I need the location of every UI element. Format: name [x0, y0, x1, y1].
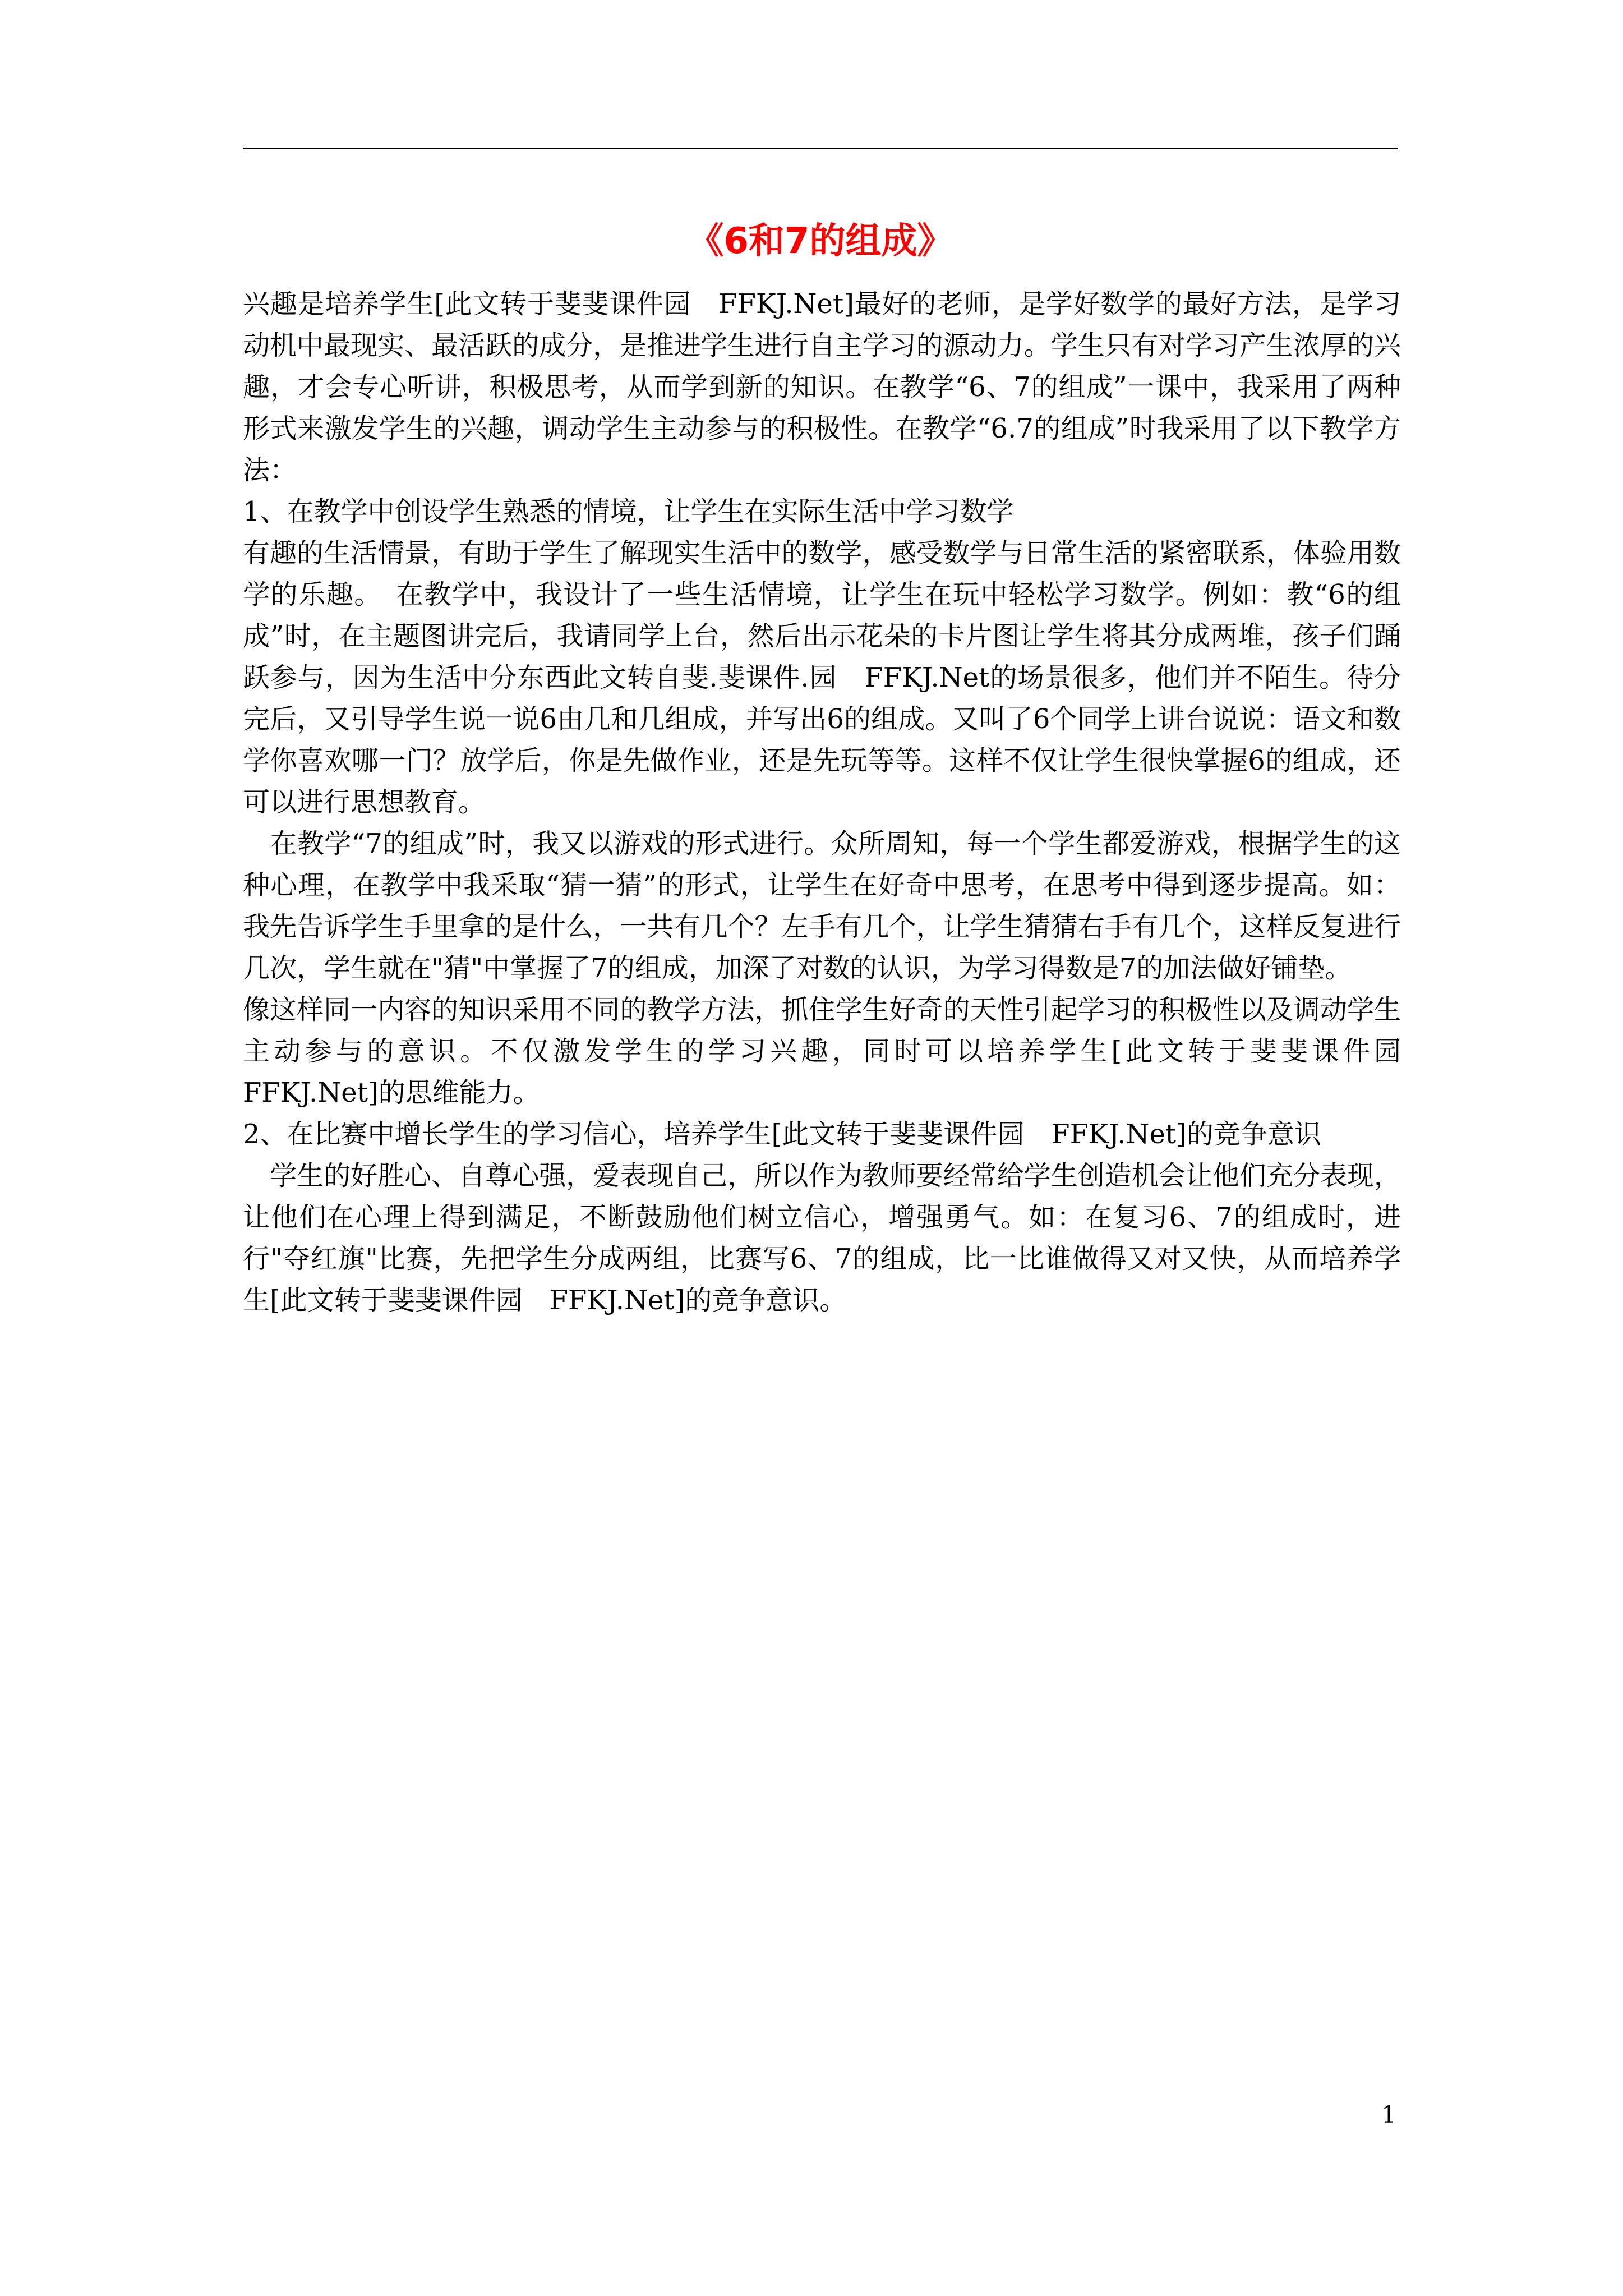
paragraph-summary: 像这样同一内容的知识采用不同的教学方法，抓住学生好奇的天性引起学习的积极性以及调动学生主动参与的意识。不仅激发学生的学习兴趣，同时可以培养学生[此文转于斐斐课件园 FFKJ.Net]的思维能力。 — [243, 994, 1428, 1108]
paragraph-7-composition: 在教学“7的组成”时，我又以游戏的形式进行。众所周知，每一个学生都爱游戏，根据学生的这种心理，在教学中我采取“猜一猜”的形式，让学生在好奇中思考，在思考中得到逐步提高。如：我先告诉学生手里拿的是什么，一共有几个？左手有几个，让学生猜猜右手有几个，这样反复进行几次，学生就在"猜"中掌握了7的组成，加深了对数的认识，为学习得数是7的加法做好铺垫。 — [243, 828, 1401, 984]
paragraph-competition: 学生的好胜心、自尊心强，爱表现自己，所以作为教师要经常给学生创造机会让他们充分表现，让他们在心理上得到满足，不断鼓励他们树立信心，增强勇气。如：在复习6、7的组成时，进行"夺红旗"比赛，先把学生分成两组，比赛写6、7的组成，比一比谁做得又对又快，从而培养学生[此文转于斐斐课件园 FFKJ.Net]的竞争意识。 — [243, 1160, 1401, 1316]
section-heading-1: 1、在教学中创设学生熟悉的情境，让学生在实际生活中学习数学 — [243, 496, 1014, 527]
page-number: 1 — [1381, 2101, 1396, 2128]
header-rule — [243, 148, 1398, 149]
document-body — [243, 283, 1428, 1321]
document-title: 《6和7的组成》 — [688, 220, 953, 262]
paragraph-6-composition: 有趣的生活情景，有助于学生了解现实生活中的数学，感受数学与日常生活的紧密联系，体验用数学的乐趣。 在教学中，我设计了一些生活情境，让学生在玩中轻松学习数学。例如：教“6的组成”时，在主题图讲完后，我请同学上台，然后出示花朵的卡片图让学生将其分成两堆，孩子们踊跃参与，因为生活中分东西此文转自斐.斐课件.园 FFKJ.Net的场景很多，他们并不陌生。待分完后，又引导学生说一说6由几和几组成，并写出6的组成。又叫了6个同学上讲台说说：语文和数学你喜欢哪一门？放学后，你是先做作业，还是先玩等等。这样不仅让学生很快掌握6的组成，还可以进行思想教育。 — [243, 537, 1401, 818]
section-heading-2: 2、在比赛中增长学生的学习信心，培养学生[此文转于斐斐课件园 FFKJ.Net]的竞争意识 — [243, 1119, 1321, 1150]
paragraph-intro: 兴趣是培养学生[此文转于斐斐课件园 FFKJ.Net]最好的老师，是学好数学的最好方法，是学习动机中最现实、最活跃的成分，是推进学生进行自主学习的源动力。学生只有对学习产生浓厚的兴趣，才会专心听讲，积极思考，从而学到新的知识。在教学“6、7的组成”一课中，我采用了两种形式来激发学生的兴趣，调动学生主动参与的积极性。在教学“6.7的组成”时我采用了以下教学方法： — [243, 288, 1401, 486]
